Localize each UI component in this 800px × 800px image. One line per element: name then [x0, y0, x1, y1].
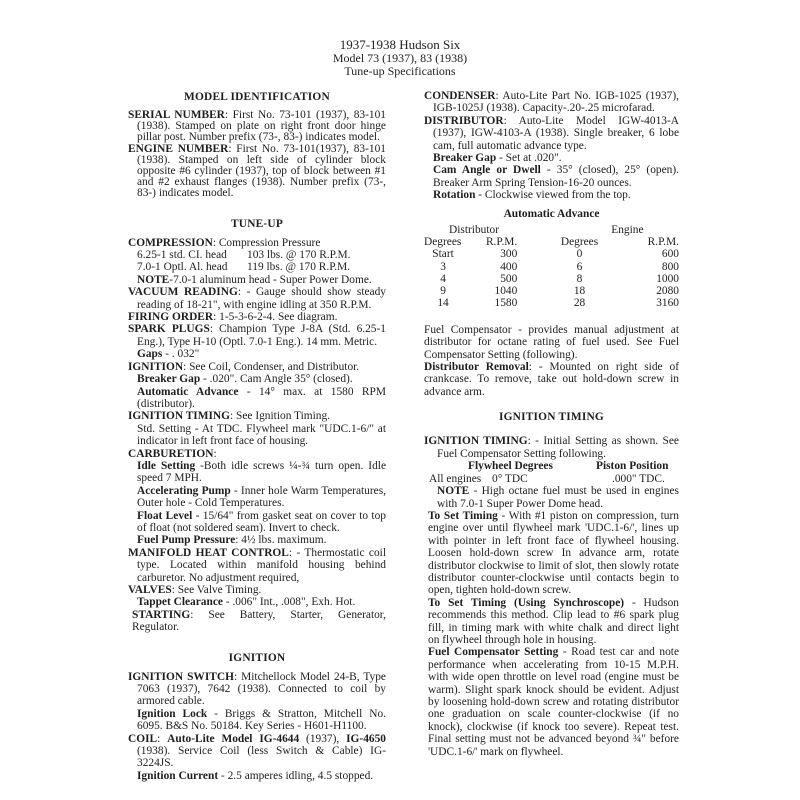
term-label: VACUUM READING	[128, 286, 238, 299]
spec-text: : See Battery, Starter, Generator, Regulator.	[132, 608, 386, 634]
advance-cell: 18	[573, 285, 586, 298]
spec-fuel-pump-pressure	[128, 534, 386, 546]
spec-starting	[128, 609, 386, 634]
spec-text: -Both idle screws ¼-¾ turn open. Idle speed 7 MPH.	[137, 459, 386, 485]
spec-rotation	[424, 189, 679, 201]
spec-text: - High octane fuel must be used in engines with 7.0-1 Super Power Dome head.	[437, 485, 679, 510]
term-label: Ignition Lock	[137, 707, 208, 720]
term-label: IGNITION TIMING	[128, 410, 231, 423]
compression-row	[128, 249, 386, 261]
spec-carburetion	[128, 448, 386, 460]
spec-text: : 1-5-3-6-2-4. See diagram.	[213, 311, 338, 324]
spec-text: - 2.5 amperes idling, 4.5 stopped.	[218, 769, 374, 782]
spec-text: : Mitchellock Model 24-B, Type 7063 (1937), 7642 (1938). Connected to coil by armored cable.	[137, 670, 386, 708]
right-column	[424, 90, 679, 758]
spec-ignition-switch	[128, 671, 386, 708]
all-engines-label: All engines	[429, 472, 482, 485]
term-label: Ignition Current	[137, 769, 219, 782]
term-label: DISTRIBUTOR	[424, 114, 504, 127]
head-type: 6.25-1 std. CI. head	[137, 249, 227, 262]
term-label: Fuel Pump Pressure	[137, 534, 236, 547]
spec-fuel-compensator-setting	[424, 646, 679, 758]
spec-ignition-lock	[128, 708, 386, 733]
section-model-identification	[128, 90, 386, 200]
advance-cell: 0	[576, 248, 583, 261]
term-label: FIRING ORDER	[128, 311, 214, 324]
advance-cell: 800	[661, 260, 679, 273]
advance-row	[424, 261, 679, 273]
piston-position-header: Piston Position	[596, 459, 669, 472]
advance-cell: 500	[500, 272, 518, 285]
term-label: Float Level	[137, 509, 193, 522]
term-label: Rotation	[433, 189, 476, 202]
term-label: Accelerating Pump	[137, 484, 231, 497]
flywheel-degrees-value: 0° TDC	[492, 472, 528, 485]
head-type: 7.0-1 Optl. Al. head	[137, 261, 228, 274]
advance-cell: 1000	[656, 272, 679, 285]
spec-condenser	[424, 90, 679, 115]
flywheel-degrees-header: Flywheel Degrees	[468, 459, 553, 472]
advance-cell: 3	[440, 260, 446, 273]
spec-text: : See Ignition Timing.	[230, 410, 331, 423]
advance-cell: 8	[576, 272, 583, 285]
spec-engine-number	[128, 144, 386, 200]
term-label: SPARK PLUGS	[128, 323, 210, 336]
advance-cell: Start	[432, 248, 454, 261]
flywheel-header-row	[424, 460, 679, 473]
advance-column-header: R.P.M.	[647, 235, 679, 248]
spec-breaker-gap	[424, 152, 679, 164]
compression-value: 103 lbs. @ 170 R.P.M.	[247, 249, 351, 262]
advance-cell: 4	[440, 272, 446, 285]
spec-float-level	[128, 510, 386, 535]
advance-group-distributor: Distributor	[449, 223, 499, 236]
spec-text: :	[213, 447, 217, 460]
spec-text: - 15/64" from gasket seat on cover to top of float (not soldered seam). Invert to check.	[137, 509, 386, 534]
term-label: VALVES	[128, 584, 172, 596]
spec-cam-angle-or-dwell	[424, 164, 679, 189]
advance-cell: 3160	[656, 297, 679, 310]
spec-text: - Hudson recommends this method. Clip lead to #6 spark plug fill, in timing mark with white chalk and direct light on flywheel through hole in housing.	[428, 596, 680, 647]
advance-cell: 600	[661, 248, 679, 261]
spec-text: - 35° (closed), 25° (open). Breaker Arm Spring Tension-16-20 ounces.	[433, 164, 679, 189]
spec-ignition-timing	[128, 410, 386, 422]
spec-text: - Clockwise viewed from the top.	[475, 189, 631, 202]
spec-text: : Compression Pressure	[212, 236, 321, 249]
term-label: Auto-Lite Model IG-4644	[167, 732, 300, 745]
spec-to-set-timing-using-synchroscope	[424, 597, 679, 647]
fuel-compensator-section	[424, 324, 679, 398]
term-label: IGNITION SWITCH	[128, 670, 234, 683]
term-label: Tappet Clearance	[137, 596, 223, 609]
term-label: NOTE	[137, 273, 170, 286]
spec-text: : - Initial Setting as shown. See Fuel Compensator Setting following.	[437, 435, 679, 460]
document-subtitle-model: Model 73 (1937), 83 (1938)	[332, 50, 468, 65]
advance-group-engine: Engine	[611, 223, 644, 236]
term-label: To Set Timing (Using Synchroscope)	[428, 596, 625, 609]
spec-text: (1937),	[299, 732, 347, 745]
term-label: IG-4650	[346, 732, 386, 745]
spec-gaps	[128, 348, 386, 360]
spec-text: : - Gauge should show steady reading of 18-21", with engine idling at 350 R.P.M.	[137, 286, 387, 311]
advance-row	[424, 285, 679, 297]
spec-compression	[128, 237, 386, 249]
spec-ignition	[128, 361, 386, 373]
term-label: SERIAL NUMBER	[128, 109, 225, 121]
term-label: Breaker Gap	[137, 373, 201, 386]
advance-group-row	[424, 224, 679, 236]
term-label: Distributor Removal	[424, 360, 529, 373]
term-label: COMPRESSION	[128, 236, 213, 249]
spec-accelerating-pump	[128, 485, 386, 510]
spec-idle-setting	[128, 460, 386, 485]
advance-column-header: Degrees	[560, 235, 599, 248]
section-ignition	[128, 651, 386, 783]
spec-text: : First No. 73-101 (1937), 83-101 (1938). Stamped on plate on right front door hinge pillar post. Number prefix (73-, 83-) indicates model.	[137, 109, 386, 144]
spec-note	[128, 274, 386, 286]
spec-text: - Briggs & Stratton, Mitchell No. 6095. B&S No. 50184. Key Series - H601-H1100.	[137, 707, 386, 733]
advance-cell: 14	[437, 297, 449, 310]
spec-coil	[128, 733, 386, 770]
spec-vacuum-reading	[128, 286, 386, 311]
advance-column-header: R.P.M.	[485, 235, 518, 248]
spec-fuel-compensator-provides-manual-adjustm	[424, 324, 679, 361]
spec-breaker-gap	[128, 373, 386, 385]
section-heading: MODEL IDENTIFICATION	[184, 91, 330, 103]
term-label: IGNITION TIMING	[424, 435, 528, 448]
spec-ignition-current	[128, 770, 386, 782]
term-label: IGNITION	[128, 360, 184, 373]
spec-serial-number	[128, 110, 386, 144]
advance-cell: 2080	[656, 285, 679, 298]
spec-text: (1938). Service Coil (less Switch & Cable) IG-3224JS.	[137, 745, 386, 770]
spec-text: - 14° max. at 1580 RPM (distributor).	[137, 385, 386, 410]
term-label: CONDENSER	[424, 90, 496, 102]
term-label: Cam Angle or Dwell	[433, 164, 541, 177]
spec-text: : - Thermostatic coil type. Located within manifold housing behind carburetor. No adjustment required,	[137, 546, 386, 584]
term-label: NOTE	[437, 485, 470, 498]
automatic-advance-title: Automatic Advance	[503, 207, 600, 220]
spec-text: - Road test car and note performance when accelerating from 10-15 M.P.H. with wide open throttle on level road (engine must be warm). Slight spark knock should be evident. Adjust by loosening hold-down screw and rotating distributor one graduation on scale counter-clockwise (if no knock), clockwise (if knock too severe). Repeat test. Final setting must not be advanced beyond ¾" before 'UDC.1-6/' mark on flywheel.	[428, 646, 679, 758]
term-label: Fuel Compensator Setting	[428, 646, 559, 659]
term-label: ENGINE NUMBER	[128, 142, 229, 155]
spec-manifold-heat-control	[128, 547, 386, 584]
spec-firing-order	[128, 311, 386, 323]
spec-text: - Set at .020".	[496, 152, 562, 165]
advance-cell: 1040	[494, 285, 518, 298]
spec-text: : See Valve Timing.	[171, 584, 262, 596]
automatic-advance-table	[424, 224, 679, 310]
advance-cell: 400	[500, 260, 518, 273]
spec-text: : - Mounted on right side of crankcase. To remove, take out hold-down screw in advance arm.	[424, 360, 679, 398]
term-label: Gaps	[137, 348, 163, 361]
spec-text: : First No. 73-101(1937), 83-101 (1938). Stamped on left side of cylinder block opposite #6 cylinder (1937), top of block between #1 and #2 exhaust flanges (1938). Number prefix (73-, 83-) indicates model.	[137, 142, 386, 200]
term-label: STARTING	[132, 608, 191, 621]
compression-row	[128, 261, 386, 273]
document-title-block	[0, 38, 800, 79]
advance-cell: 6	[576, 260, 583, 273]
term-label: MANIFOLD HEAT CONTROL	[128, 546, 289, 559]
advance-header-row	[424, 236, 679, 248]
section-heading: TUNE-UP	[230, 217, 284, 230]
term-label: COIL	[128, 732, 158, 745]
spec-spark-plugs	[128, 323, 386, 348]
spec-text: - . 032"	[162, 348, 200, 361]
section-tune-up	[128, 217, 386, 634]
term-label: Breaker Gap	[433, 152, 497, 165]
left-column	[128, 90, 386, 799]
piston-position-value: .000" TDC.	[612, 472, 665, 485]
spec-text: : Champion Type J-8A (Std. 6.25-1 Eng.), Type H-10 (Optl. 7.0-1 Eng.). 14 mm. Metric.	[137, 323, 386, 348]
document-subtitle-specs: Tune-up Specifications	[344, 64, 456, 78]
spec-text: - Inner hole Warm Temperatures, Outer hole - Cold Temperatures.	[137, 484, 386, 510]
spec-std-setting-at-tdc-flywheel-mark-udc-1-6	[128, 423, 386, 448]
spec-text: - .020". Cam Angle 35° (closed).	[200, 373, 353, 386]
advance-cell: 300	[500, 248, 518, 261]
term-label: Idle Setting	[137, 459, 196, 472]
term-label: Automatic Advance	[137, 385, 239, 398]
term-label: To Set Timing	[428, 509, 498, 522]
advance-cell: 28	[573, 297, 586, 310]
condenser-distributor-section	[424, 90, 679, 202]
ignition-timing-items	[424, 485, 679, 758]
spec-text: :	[157, 732, 168, 745]
advance-cell: 9	[440, 285, 446, 298]
spec-distributor-removal	[424, 361, 679, 398]
term-label: CARBURETION	[128, 447, 214, 460]
advance-row	[424, 248, 679, 260]
advance-cell: 1580	[494, 297, 518, 310]
advance-row	[424, 273, 679, 285]
spec-text: -7.0-1 aluminum head - Super Power Dome.	[169, 273, 372, 286]
section-heading-ignition-timing: IGNITION TIMING	[498, 411, 604, 424]
spec-distributor	[424, 115, 679, 152]
document-title: 1937-1938 Hudson Six	[339, 37, 461, 52]
section-heading: IGNITION	[228, 651, 286, 664]
spec-text: - .006" Int., .008", Exh. Hot.	[222, 596, 356, 609]
compression-value: 119 lbs. @ 170 R.P.M.	[247, 261, 351, 274]
ignition-timing-intro	[424, 435, 679, 460]
spec-text: : Auto-Lite Part No. IGB-1025 (1937), IGB-1025J (1938). Capacity-.20-.25 microfarad.	[433, 90, 679, 115]
spec-text: : Auto-Lite Model IGW-4013-A (1937), IGW-4103-A (1938). Single breaker, 6 lobe cam, full automatic advance type.	[433, 114, 679, 152]
spec-text: : See Coil, Condenser, and Distributor.	[183, 360, 360, 373]
advance-row	[424, 297, 679, 309]
spec-to-set-timing	[424, 510, 679, 597]
spec-text: Fuel Compensator - provides manual adjustment at distributor for octane rating of fuel used. See Fuel Compensator Setting (following).	[424, 323, 679, 361]
spec-text: : 4½ lbs. maximum.	[235, 534, 327, 547]
spec-note	[424, 485, 679, 510]
spec-valves	[128, 584, 386, 596]
spec-text: - With #1 piston on compression, turn engine over until flywheel mark 'UDC.1-6/', lines up with pointer in left front face of flywheel housing. Loosen hold-down screw In advance arm, rotate distributor clockwise to limit of slot, then slowly rotate distributor counter-clockwise until contacts begin to open, tighten hold-down screw.	[428, 509, 679, 597]
spec-automatic-advance	[128, 386, 386, 411]
spec-tappet-clearance	[128, 596, 386, 608]
spec-text: Std. Setting - At TDC. Flywheel mark "UDC.1-6/" at indicator in left front face of housing.	[137, 422, 386, 448]
advance-column-header: Degrees	[424, 235, 462, 248]
flywheel-value-row	[424, 473, 679, 486]
